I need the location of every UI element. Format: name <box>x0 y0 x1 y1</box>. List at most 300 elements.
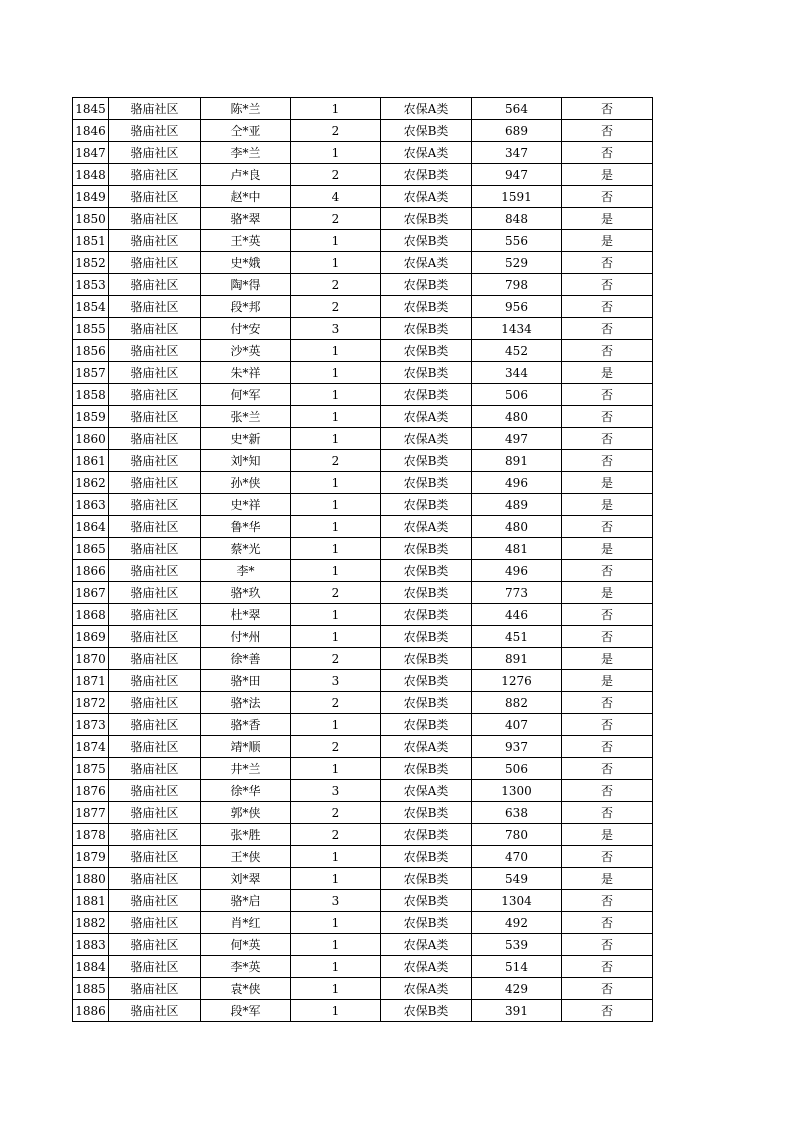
name-cell: 王*侠 <box>201 846 291 868</box>
flag-cell: 否 <box>562 802 653 824</box>
row-number-cell: 1860 <box>73 428 109 450</box>
row-number-cell: 1878 <box>73 824 109 846</box>
table-row <box>73 472 653 494</box>
community-cell: 骆庙社区 <box>109 230 201 252</box>
name-cell: 骆*田 <box>201 670 291 692</box>
insurance-type-cell: 农保B类 <box>381 802 472 824</box>
name-cell: 袁*侠 <box>201 978 291 1000</box>
household-size-cell: 1 <box>291 406 381 428</box>
row-number-cell: 1845 <box>73 98 109 120</box>
flag-cell: 是 <box>562 582 653 604</box>
insurance-type-cell: 农保B类 <box>381 164 472 186</box>
amount-cell: 496 <box>472 472 562 494</box>
household-size-cell: 2 <box>291 164 381 186</box>
amount-cell: 529 <box>472 252 562 274</box>
name-cell: 鲁*华 <box>201 516 291 538</box>
household-size-cell: 1 <box>291 912 381 934</box>
row-number-cell: 1876 <box>73 780 109 802</box>
row-number-cell: 1856 <box>73 340 109 362</box>
flag-cell: 否 <box>562 98 653 120</box>
household-size-cell: 2 <box>291 736 381 758</box>
household-size-cell: 2 <box>291 648 381 670</box>
table-row <box>73 978 653 1000</box>
household-size-cell: 1 <box>291 428 381 450</box>
table-row <box>73 252 653 274</box>
household-size-cell: 2 <box>291 582 381 604</box>
community-cell: 骆庙社区 <box>109 208 201 230</box>
row-number-cell: 1846 <box>73 120 109 142</box>
community-cell: 骆庙社区 <box>109 340 201 362</box>
household-size-cell: 2 <box>291 450 381 472</box>
household-size-cell: 2 <box>291 692 381 714</box>
amount-cell: 446 <box>472 604 562 626</box>
community-cell: 骆庙社区 <box>109 736 201 758</box>
insurance-type-cell: 农保B类 <box>381 714 472 736</box>
row-number-cell: 1865 <box>73 538 109 560</box>
name-cell: 杜*翠 <box>201 604 291 626</box>
row-number-cell: 1858 <box>73 384 109 406</box>
table-row <box>73 758 653 780</box>
name-cell: 段*军 <box>201 1000 291 1022</box>
amount-cell: 452 <box>472 340 562 362</box>
community-cell: 骆庙社区 <box>109 318 201 340</box>
community-cell: 骆庙社区 <box>109 516 201 538</box>
household-size-cell: 1 <box>291 252 381 274</box>
flag-cell: 否 <box>562 560 653 582</box>
table-row <box>73 626 653 648</box>
flag-cell: 否 <box>562 252 653 274</box>
community-cell: 骆庙社区 <box>109 428 201 450</box>
row-number-cell: 1864 <box>73 516 109 538</box>
flag-cell: 否 <box>562 142 653 164</box>
row-number-cell: 1848 <box>73 164 109 186</box>
insurance-type-cell: 农保A类 <box>381 252 472 274</box>
household-size-cell: 1 <box>291 868 381 890</box>
community-cell: 骆庙社区 <box>109 714 201 736</box>
row-number-cell: 1877 <box>73 802 109 824</box>
community-cell: 骆庙社区 <box>109 626 201 648</box>
insurance-type-cell: 农保A类 <box>381 956 472 978</box>
household-size-cell: 1 <box>291 604 381 626</box>
insurance-type-cell: 农保B类 <box>381 230 472 252</box>
name-cell: 徐*善 <box>201 648 291 670</box>
flag-cell: 是 <box>562 538 653 560</box>
community-cell: 骆庙社区 <box>109 802 201 824</box>
flag-cell: 是 <box>562 868 653 890</box>
row-number-cell: 1863 <box>73 494 109 516</box>
flag-cell: 是 <box>562 230 653 252</box>
table-row <box>73 846 653 868</box>
household-size-cell: 1 <box>291 340 381 362</box>
community-cell: 骆庙社区 <box>109 890 201 912</box>
insurance-type-cell: 农保B类 <box>381 846 472 868</box>
community-cell: 骆庙社区 <box>109 934 201 956</box>
amount-cell: 1300 <box>472 780 562 802</box>
community-cell: 骆庙社区 <box>109 670 201 692</box>
amount-cell: 514 <box>472 956 562 978</box>
household-size-cell: 2 <box>291 802 381 824</box>
row-number-cell: 1849 <box>73 186 109 208</box>
amount-cell: 947 <box>472 164 562 186</box>
flag-cell: 是 <box>562 164 653 186</box>
insurance-type-cell: 农保B类 <box>381 758 472 780</box>
name-cell: 刘*知 <box>201 450 291 472</box>
row-number-cell: 1870 <box>73 648 109 670</box>
table-row <box>73 582 653 604</box>
household-size-cell: 1 <box>291 538 381 560</box>
row-number-cell: 1862 <box>73 472 109 494</box>
row-number-cell: 1867 <box>73 582 109 604</box>
table-row <box>73 868 653 890</box>
table-row <box>73 714 653 736</box>
table-body <box>73 98 653 1022</box>
insurance-type-cell: 农保B类 <box>381 318 472 340</box>
name-cell: 蔡*光 <box>201 538 291 560</box>
community-cell: 骆庙社区 <box>109 142 201 164</box>
insurance-type-cell: 农保B类 <box>381 340 472 362</box>
amount-cell: 391 <box>472 1000 562 1022</box>
name-cell: 李*兰 <box>201 142 291 164</box>
flag-cell: 否 <box>562 912 653 934</box>
row-number-cell: 1886 <box>73 1000 109 1022</box>
amount-cell: 638 <box>472 802 562 824</box>
household-size-cell: 3 <box>291 890 381 912</box>
table-row <box>73 956 653 978</box>
insurance-type-cell: 农保B类 <box>381 450 472 472</box>
community-cell: 骆庙社区 <box>109 274 201 296</box>
row-number-cell: 1882 <box>73 912 109 934</box>
household-size-cell: 2 <box>291 120 381 142</box>
household-size-cell: 1 <box>291 472 381 494</box>
row-number-cell: 1872 <box>73 692 109 714</box>
amount-cell: 470 <box>472 846 562 868</box>
flag-cell: 否 <box>562 384 653 406</box>
name-cell: 卢*良 <box>201 164 291 186</box>
table-row <box>73 670 653 692</box>
household-size-cell: 1 <box>291 384 381 406</box>
name-cell: 付*安 <box>201 318 291 340</box>
flag-cell: 否 <box>562 406 653 428</box>
amount-cell: 480 <box>472 406 562 428</box>
flag-cell: 否 <box>562 978 653 1000</box>
flag-cell: 否 <box>562 626 653 648</box>
insurance-type-cell: 农保B类 <box>381 296 472 318</box>
household-size-cell: 1 <box>291 978 381 1000</box>
amount-cell: 956 <box>472 296 562 318</box>
community-cell: 骆庙社区 <box>109 494 201 516</box>
table-row <box>73 274 653 296</box>
table-row <box>73 406 653 428</box>
name-cell: 郭*侠 <box>201 802 291 824</box>
household-size-cell: 2 <box>291 208 381 230</box>
household-size-cell: 1 <box>291 230 381 252</box>
table-row <box>73 98 653 120</box>
table-row <box>73 802 653 824</box>
amount-cell: 882 <box>472 692 562 714</box>
name-cell: 张*兰 <box>201 406 291 428</box>
name-cell: 何*英 <box>201 934 291 956</box>
amount-cell: 689 <box>472 120 562 142</box>
community-cell: 骆庙社区 <box>109 450 201 472</box>
flag-cell: 否 <box>562 758 653 780</box>
amount-cell: 1304 <box>472 890 562 912</box>
insurance-type-cell: 农保A类 <box>381 736 472 758</box>
name-cell: 沙*英 <box>201 340 291 362</box>
name-cell: 骆*玖 <box>201 582 291 604</box>
amount-cell: 848 <box>472 208 562 230</box>
amount-cell: 489 <box>472 494 562 516</box>
amount-cell: 497 <box>472 428 562 450</box>
name-cell: 王*英 <box>201 230 291 252</box>
row-number-cell: 1850 <box>73 208 109 230</box>
table-row <box>73 780 653 802</box>
insurance-type-cell: 农保A类 <box>381 780 472 802</box>
name-cell: 史*祥 <box>201 494 291 516</box>
name-cell: 井*兰 <box>201 758 291 780</box>
household-size-cell: 2 <box>291 296 381 318</box>
community-cell: 骆庙社区 <box>109 120 201 142</box>
community-cell: 骆庙社区 <box>109 780 201 802</box>
row-number-cell: 1854 <box>73 296 109 318</box>
name-cell: 张*胜 <box>201 824 291 846</box>
amount-cell: 773 <box>472 582 562 604</box>
household-size-cell: 1 <box>291 362 381 384</box>
insurance-type-cell: 农保B类 <box>381 824 472 846</box>
household-size-cell: 1 <box>291 714 381 736</box>
community-cell: 骆庙社区 <box>109 692 201 714</box>
amount-cell: 344 <box>472 362 562 384</box>
row-number-cell: 1871 <box>73 670 109 692</box>
flag-cell: 否 <box>562 296 653 318</box>
table-row <box>73 890 653 912</box>
name-cell: 孙*侠 <box>201 472 291 494</box>
name-cell: 骆*法 <box>201 692 291 714</box>
row-number-cell: 1861 <box>73 450 109 472</box>
insurance-type-cell: 农保A类 <box>381 428 472 450</box>
table-row <box>73 120 653 142</box>
insurance-type-cell: 农保B类 <box>381 692 472 714</box>
insurance-type-cell: 农保B类 <box>381 120 472 142</box>
amount-cell: 937 <box>472 736 562 758</box>
amount-cell: 481 <box>472 538 562 560</box>
row-number-cell: 1884 <box>73 956 109 978</box>
row-number-cell: 1868 <box>73 604 109 626</box>
amount-cell: 347 <box>472 142 562 164</box>
amount-cell: 496 <box>472 560 562 582</box>
table-row <box>73 736 653 758</box>
name-cell: 陈*兰 <box>201 98 291 120</box>
insurance-type-cell: 农保A类 <box>381 978 472 1000</box>
row-number-cell: 1851 <box>73 230 109 252</box>
row-number-cell: 1857 <box>73 362 109 384</box>
community-cell: 骆庙社区 <box>109 98 201 120</box>
flag-cell: 否 <box>562 450 653 472</box>
household-size-cell: 2 <box>291 274 381 296</box>
community-cell: 骆庙社区 <box>109 978 201 1000</box>
row-number-cell: 1881 <box>73 890 109 912</box>
flag-cell: 否 <box>562 736 653 758</box>
flag-cell: 否 <box>562 692 653 714</box>
household-size-cell: 1 <box>291 98 381 120</box>
community-cell: 骆庙社区 <box>109 604 201 626</box>
community-cell: 骆庙社区 <box>109 538 201 560</box>
table-row <box>73 208 653 230</box>
insurance-type-cell: 农保B类 <box>381 868 472 890</box>
insurance-type-cell: 农保A类 <box>381 98 472 120</box>
amount-cell: 891 <box>472 648 562 670</box>
row-number-cell: 1853 <box>73 274 109 296</box>
table-row <box>73 1000 653 1022</box>
insurance-type-cell: 农保B类 <box>381 582 472 604</box>
household-size-cell: 1 <box>291 1000 381 1022</box>
insurance-type-cell: 农保B类 <box>381 890 472 912</box>
table-row <box>73 824 653 846</box>
row-number-cell: 1883 <box>73 934 109 956</box>
household-size-cell: 1 <box>291 846 381 868</box>
insurance-type-cell: 农保B类 <box>381 472 472 494</box>
insurance-type-cell: 农保A类 <box>381 406 472 428</box>
amount-cell: 549 <box>472 868 562 890</box>
row-number-cell: 1874 <box>73 736 109 758</box>
flag-cell: 否 <box>562 428 653 450</box>
name-cell: 朱*祥 <box>201 362 291 384</box>
name-cell: 徐*华 <box>201 780 291 802</box>
table-row <box>73 142 653 164</box>
community-cell: 骆庙社区 <box>109 472 201 494</box>
insurance-type-cell: 农保B类 <box>381 626 472 648</box>
flag-cell: 否 <box>562 604 653 626</box>
community-cell: 骆庙社区 <box>109 758 201 780</box>
insurance-type-cell: 农保B类 <box>381 560 472 582</box>
insurance-type-cell: 农保B类 <box>381 274 472 296</box>
community-cell: 骆庙社区 <box>109 912 201 934</box>
table-row <box>73 538 653 560</box>
row-number-cell: 1885 <box>73 978 109 1000</box>
name-cell: 段*邦 <box>201 296 291 318</box>
flag-cell: 否 <box>562 186 653 208</box>
table-row <box>73 230 653 252</box>
community-cell: 骆庙社区 <box>109 956 201 978</box>
community-cell: 骆庙社区 <box>109 384 201 406</box>
name-cell: 付*州 <box>201 626 291 648</box>
row-number-cell: 1869 <box>73 626 109 648</box>
row-number-cell: 1880 <box>73 868 109 890</box>
community-cell: 骆庙社区 <box>109 582 201 604</box>
insurance-type-cell: 农保B类 <box>381 912 472 934</box>
table-row <box>73 692 653 714</box>
community-cell: 骆庙社区 <box>109 824 201 846</box>
insurance-type-cell: 农保B类 <box>381 362 472 384</box>
community-cell: 骆庙社区 <box>109 846 201 868</box>
table-row <box>73 934 653 956</box>
flag-cell: 否 <box>562 934 653 956</box>
flag-cell: 否 <box>562 1000 653 1022</box>
table-row <box>73 450 653 472</box>
insurance-type-cell: 农保A类 <box>381 186 472 208</box>
flag-cell: 是 <box>562 362 653 384</box>
community-cell: 骆庙社区 <box>109 648 201 670</box>
insurance-type-cell: 农保B类 <box>381 604 472 626</box>
name-cell: 陶*得 <box>201 274 291 296</box>
amount-cell: 451 <box>472 626 562 648</box>
name-cell: 靖*顺 <box>201 736 291 758</box>
amount-cell: 798 <box>472 274 562 296</box>
table-row <box>73 340 653 362</box>
flag-cell: 是 <box>562 208 653 230</box>
table-row <box>73 362 653 384</box>
community-cell: 骆庙社区 <box>109 406 201 428</box>
table-row <box>73 560 653 582</box>
flag-cell: 否 <box>562 890 653 912</box>
row-number-cell: 1859 <box>73 406 109 428</box>
flag-cell: 否 <box>562 120 653 142</box>
insurance-type-cell: 农保B类 <box>381 384 472 406</box>
household-size-cell: 1 <box>291 934 381 956</box>
row-number-cell: 1852 <box>73 252 109 274</box>
amount-cell: 429 <box>472 978 562 1000</box>
household-size-cell: 4 <box>291 186 381 208</box>
flag-cell: 否 <box>562 318 653 340</box>
row-number-cell: 1847 <box>73 142 109 164</box>
flag-cell: 否 <box>562 846 653 868</box>
flag-cell: 否 <box>562 714 653 736</box>
insurance-type-cell: 农保B类 <box>381 1000 472 1022</box>
flag-cell: 是 <box>562 670 653 692</box>
amount-cell: 506 <box>472 384 562 406</box>
household-size-cell: 3 <box>291 670 381 692</box>
table-row <box>73 912 653 934</box>
row-number-cell: 1875 <box>73 758 109 780</box>
table-row <box>73 428 653 450</box>
name-cell: 仝*亚 <box>201 120 291 142</box>
community-cell: 骆庙社区 <box>109 186 201 208</box>
row-number-cell: 1873 <box>73 714 109 736</box>
flag-cell: 是 <box>562 824 653 846</box>
table-row <box>73 384 653 406</box>
amount-cell: 1434 <box>472 318 562 340</box>
table-row <box>73 318 653 340</box>
name-cell: 肖*红 <box>201 912 291 934</box>
insurance-type-cell: 农保B类 <box>381 648 472 670</box>
flag-cell: 是 <box>562 648 653 670</box>
name-cell: 李* <box>201 560 291 582</box>
amount-cell: 407 <box>472 714 562 736</box>
household-size-cell: 3 <box>291 780 381 802</box>
flag-cell: 否 <box>562 956 653 978</box>
amount-cell: 1591 <box>472 186 562 208</box>
table-row <box>73 296 653 318</box>
household-size-cell: 1 <box>291 494 381 516</box>
table-row <box>73 516 653 538</box>
insurance-type-cell: 农保A类 <box>381 142 472 164</box>
name-cell: 何*军 <box>201 384 291 406</box>
amount-cell: 780 <box>472 824 562 846</box>
household-size-cell: 1 <box>291 758 381 780</box>
insurance-type-cell: 农保B类 <box>381 538 472 560</box>
amount-cell: 1276 <box>472 670 562 692</box>
flag-cell: 否 <box>562 340 653 362</box>
name-cell: 刘*翠 <box>201 868 291 890</box>
flag-cell: 否 <box>562 516 653 538</box>
insurance-type-cell: 农保B类 <box>381 494 472 516</box>
name-cell: 骆*香 <box>201 714 291 736</box>
table-row <box>73 186 653 208</box>
household-size-cell: 1 <box>291 560 381 582</box>
insurance-type-cell: 农保A类 <box>381 934 472 956</box>
flag-cell: 否 <box>562 274 653 296</box>
table-row <box>73 648 653 670</box>
name-cell: 赵*中 <box>201 186 291 208</box>
